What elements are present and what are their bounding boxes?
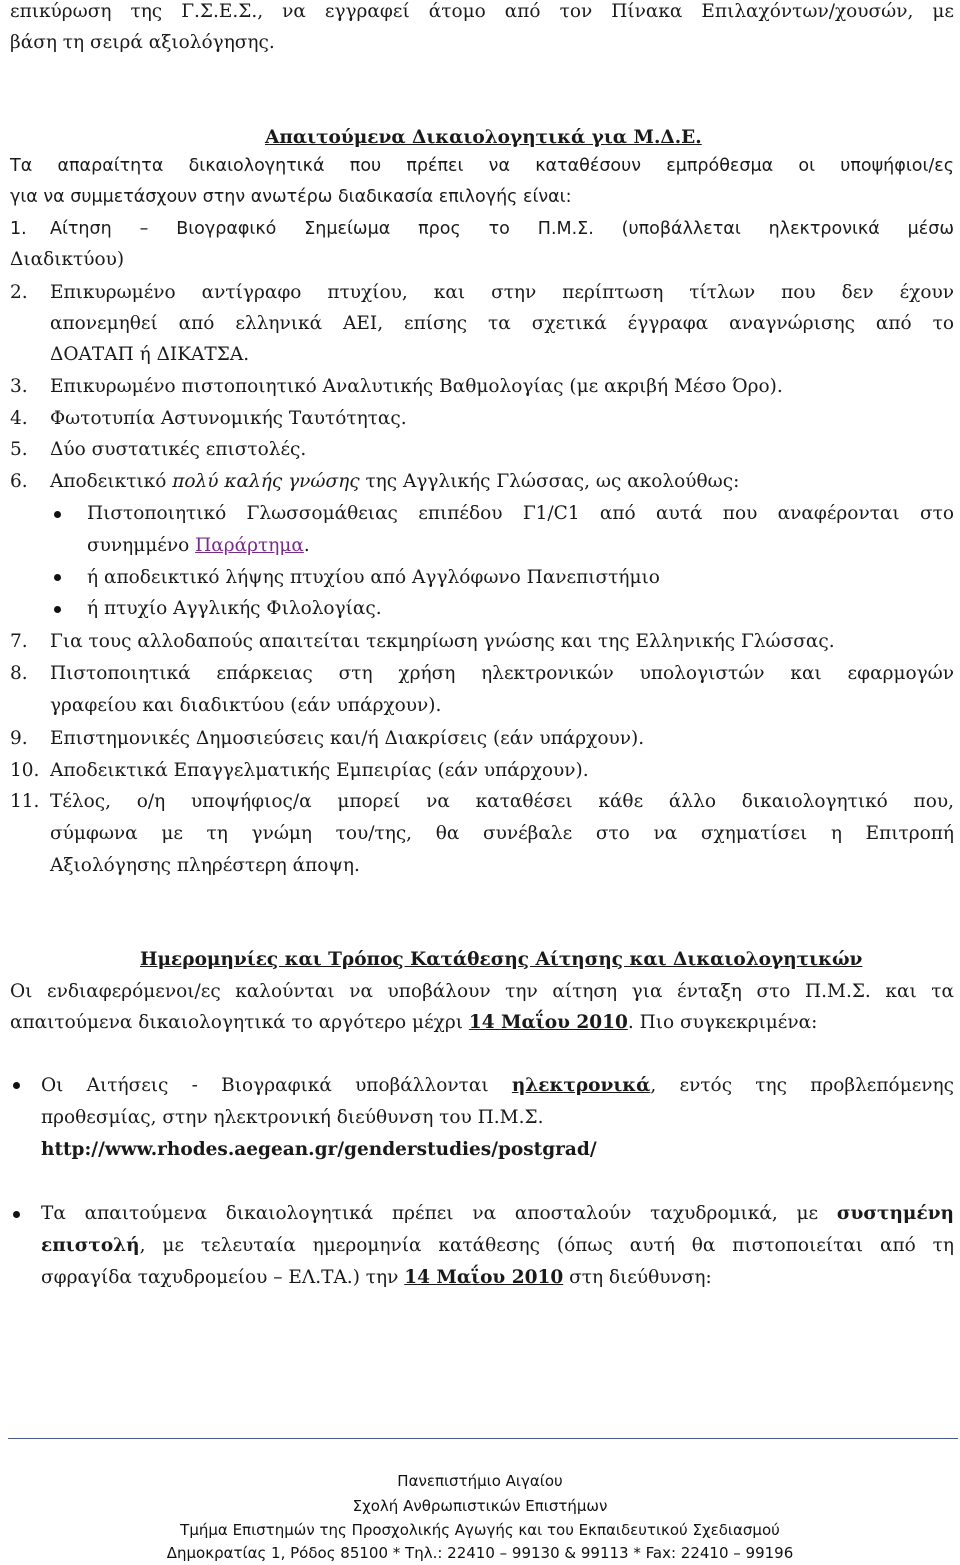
list-item-text: Φωτοτυπία Αστυνομικής Ταυτότητας. <box>50 408 407 429</box>
list-item-text: Δύο συστατικές επιστολές. <box>50 439 307 460</box>
footer-divider <box>8 1438 958 1439</box>
submission-paragraph-line-2: απαιτούμενα δικαιολογητικά το αργότερο μέχρι 14 Μαΐου 2010. Πιο συγκεκριμένα: <box>10 1012 818 1033</box>
list-item-text: Αξιολόγησης πληρέστερη άποψη. <box>50 855 360 876</box>
list-item-text: Επικυρωμένο αντίγραφο πτυχίου, και στην περίπτωση τίτλων που δεν έχουν <box>50 282 954 303</box>
submission-bullet-2-line-2: επιστολή, με τελευταία ημερομηνία κατάθεσης (όπως αυτή θα πιστοποιείται από τη <box>41 1235 954 1256</box>
list-item-text: Αποδεικτικά Επαγγελματικής Εμπειρίας (εάν υπάρχουν). <box>50 760 589 781</box>
sub-bullet-text: Πιστοποιητικό Γλωσσομάθειας επιπέδου Γ1/C1 από αυτά που αναφέρονται στο <box>87 503 954 524</box>
bullet-icon <box>54 511 61 518</box>
list-item-number: 11. <box>10 791 40 812</box>
required-docs-intro-1: Τα απαραίτητα δικαιολογητικά που πρέπει να καταθέσουν εμπρόθεσμα οι υποψήφιοι/ες <box>10 156 954 176</box>
appendix-link[interactable]: Παράρτημα <box>195 535 304 556</box>
submission-bullet-1-line-2: προθεσμίας, στην ηλεκτρονική διεύθυνση του Π.Μ.Σ. <box>41 1107 544 1128</box>
submission-bullet-2-line-3: σφραγίδα ταχυδρομείου – ΕΛ.ΤΑ.) την 14 Μαΐου 2010 στη διεύθυνση: <box>41 1267 712 1288</box>
sub-bullet-text: ή αποδεικτικό λήψης πτυχίου από Αγγλόφωνο Πανεπιστήμιο <box>87 567 660 588</box>
sub-bullet-text: συνημμένο Παράρτημα. <box>87 535 310 556</box>
list-item-number: 3. <box>10 376 28 397</box>
list-item-text: Επιστημονικές Δημοσιεύσεις και/ή Διακρίσεις (εάν υπάρχουν). <box>50 728 645 749</box>
list-item-text: σύμφωνα με τη γνώμη του/της, θα συνέβαλε στο να σχηματίσει η Επιτροπή <box>50 823 954 844</box>
deadline-date: 14 Μαΐου 2010 <box>468 1012 628 1033</box>
intro-line-2: βάση τη σειρά αξιολόγησης. <box>10 32 275 53</box>
list-item-text: Τέλος, ο/η υποψήφιος/α μπορεί να καταθέσει κάθε άλλο δικαιολογητικό που, <box>50 791 954 812</box>
submission-bullet-2-line-1: Τα απαιτούμενα δικαιολογητικά πρέπει να αποσταλούν ταχυδρομικά, με συστημένη <box>41 1203 954 1224</box>
list-item-number: 8. <box>10 663 28 684</box>
list-item-number: 2. <box>10 282 28 303</box>
list-item-text: Αποδεικτικό πολύ καλής γνώσης της Αγγλικής Γλώσσας, ως ακολούθως: <box>50 471 740 492</box>
required-docs-heading: Απαιτούμενα Δικαιολογητικά για Μ.Δ.Ε. <box>265 127 702 148</box>
bullet-icon <box>13 1211 20 1218</box>
list-item-text: Διαδικτύου) <box>10 249 125 270</box>
list-item-text: ΔΟΑΤΑΠ ή ΔΙΚΑΤΣΑ. <box>50 344 250 365</box>
submission-heading: Ημερομηνίες και Τρόπος Κατάθεσης Αίτησης και Δικαιολογητικών <box>140 949 863 970</box>
list-item-text: Επικυρωμένο πιστοποιητικό Αναλυτικής Βαθμολογίας (με ακριβή Μέσο Όρο). <box>50 376 783 397</box>
footer-department: Τμήμα Επιστημών της Προσχολικής Αγωγής και του Εκπαιδευτικού Σχεδιασμού <box>180 1521 780 1539</box>
list-item-number: 9. <box>10 728 28 749</box>
list-item-number: 4. <box>10 408 28 429</box>
bullet-icon <box>54 574 61 581</box>
sub-bullet-text: ή πτυχίο Αγγλικής Φιλολογίας. <box>87 598 382 619</box>
list-item-text: γραφείου και διαδικτύου (εάν υπάρχουν). <box>50 695 442 716</box>
list-item-text: Για τους αλλοδαπούς απαιτείται τεκμηρίωση γνώσης και της Ελληνικής Γλώσσας. <box>50 631 835 652</box>
intro-line-1: επικύρωση της Γ.Σ.Ε.Σ., να εγγραφεί άτομο από τον Πίνακα Επιλαχόντων/χουσών, με <box>10 1 954 22</box>
list-item-number: 10. <box>10 760 40 781</box>
postmark-deadline-date: 14 Μαΐου 2010 <box>404 1267 564 1288</box>
submission-bullet-1-line-1: Οι Αιτήσεις - Βιογραφικά υποβάλλονται ηλεκτρονικά, εντός της προβλεπόμενης <box>41 1075 954 1096</box>
submission-paragraph-line-1: Οι ενδιαφερόμενοι/ες καλούνται να υποβάλουν την αίτηση για ένταξη στο Π.Μ.Σ. και τα <box>10 981 954 1002</box>
list-item-text: Αίτηση – Βιογραφικό Σημείωμα προς το Π.Μ.Σ. (υποβάλλεται ηλεκτρονικά μέσω <box>50 219 954 239</box>
footer-school: Σχολή Ανθρωπιστικών Επιστήμων <box>352 1497 608 1515</box>
footer-university: Πανεπιστήμιο Αιγαίου <box>397 1472 563 1490</box>
application-url-link[interactable]: http://www.rhodes.aegean.gr/genderstudies/postgrad/ <box>41 1139 597 1160</box>
list-item-number: 5. <box>10 439 28 460</box>
list-item-text: Πιστοποιητικά επάρκειας στη χρήση ηλεκτρονικών υπολογιστών και εφαρμογών <box>50 663 954 684</box>
list-item-text: απονεμηθεί από ελληνικά ΑΕΙ, επίσης τα σχετικά έγγραφα αναγνώρισης από το <box>50 313 954 334</box>
bullet-icon <box>13 1082 20 1089</box>
list-item-number: 1. <box>10 219 27 239</box>
footer-contact: Δημοκρατίας 1, Ρόδος 85100 * Τηλ.: 22410 – 99130 & 99113 * Fax: 22410 – 99196 <box>166 1544 794 1562</box>
list-item-number: 7. <box>10 631 28 652</box>
list-item-number: 6. <box>10 471 28 492</box>
bullet-icon <box>54 606 61 613</box>
required-docs-intro-2: για να συμμετάσχουν στην ανωτέρω διαδικασία επιλογής είναι: <box>10 187 572 207</box>
